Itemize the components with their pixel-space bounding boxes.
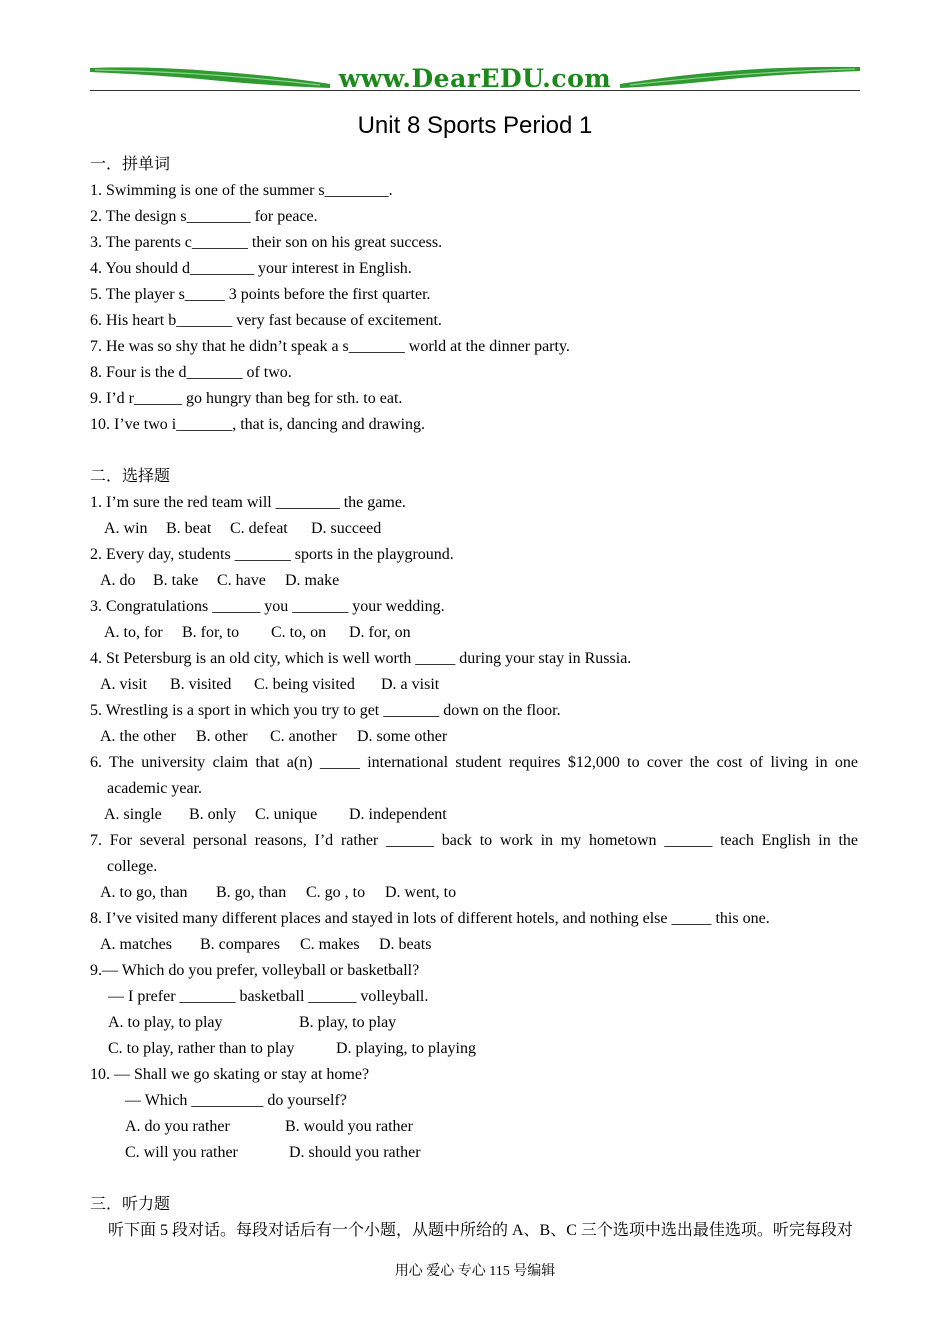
q10-option-b: B. would you rather <box>285 1118 413 1135</box>
spelling-item-1: 1. Swimming is one of the summer s________. <box>90 182 393 199</box>
spelling-item-7: 7. He was so shy that he didn’t speak a s_______ world at the dinner party. <box>90 338 570 355</box>
header-rule <box>90 90 860 91</box>
q10-option-c: C. will you rather <box>125 1144 238 1161</box>
q9-option-c: C. to play, rather than to play <box>108 1040 295 1057</box>
question-3-stem: 3. Congratulations ______ you _______ your wedding. <box>90 598 445 615</box>
q10-option-d: D. should you rather <box>289 1144 421 1161</box>
q7-option-b: B. go, than <box>216 884 287 901</box>
q2-option-b: B. take <box>153 572 199 589</box>
q2-option-a: A. do <box>100 572 136 589</box>
q4-option-b: B. visited <box>170 676 232 693</box>
page-title: Unit 8 Sports Period 1 <box>357 112 593 139</box>
spelling-item-5: 5. The player s_____ 3 points before the first quarter. <box>90 286 431 303</box>
question-6-stem-line1: 6. The university claim that a(n) _____ international student requires $12,000 to cover the cost of living in one <box>90 754 858 771</box>
question-9-stem: 9.— Which do you prefer, volleyball or basketball? <box>90 962 420 979</box>
q3-option-c: C. to, on <box>271 624 327 641</box>
q9-option-a: A. to play, to play <box>108 1014 223 1031</box>
q6-option-d: D. independent <box>349 806 447 823</box>
question-4-stem: 4. St Petersburg is an old city, which is well worth _____ during your stay in Russia. <box>90 650 632 667</box>
spelling-item-8: 8. Four is the d_______ of two. <box>90 364 292 381</box>
q3-option-a: A. to, for <box>104 624 163 641</box>
q8-option-c: C. makes <box>300 936 360 953</box>
q3-option-d: D. for, on <box>349 624 411 641</box>
site-logo: www.DearEDU.com <box>338 64 612 93</box>
q4-option-d: D. a visit <box>381 676 440 693</box>
spelling-item-3: 3. The parents c_______ their son on his great success. <box>90 234 443 251</box>
q5-option-a: A. the other <box>100 728 176 745</box>
question-6-stem-line2: academic year. <box>107 780 203 797</box>
q6-option-a: A. single <box>104 806 162 823</box>
spelling-item-10: 10. I’ve two i_______, that is, dancing and drawing. <box>90 416 426 433</box>
question-7-stem-line2: college. <box>107 858 158 875</box>
question-8-stem: 8. I’ve visited many different places and stayed in lots of different hotels, and nothing else _____ this one. <box>90 910 770 927</box>
question-7-stem-line1: 7. For several personal reasons, I’d rather ______ back to work in my hometown ______ teach English in the <box>90 832 858 849</box>
q8-option-d: D. beats <box>379 936 432 953</box>
q1-option-b: B. beat <box>166 520 212 537</box>
question-1-stem: 1. I’m sure the red team will ________ the game. <box>90 494 406 511</box>
q5-option-b: B. other <box>196 728 248 745</box>
question-10-reply: — Which _________ do yourself? <box>125 1092 347 1109</box>
q8-option-a: A. matches <box>100 936 172 953</box>
q4-option-a: A. visit <box>100 676 148 693</box>
q7-option-d: D. went, to <box>385 884 457 901</box>
page-footer: 用心 爱心 专心 115 号编辑 <box>394 1264 556 1279</box>
spelling-item-6: 6. His heart b_______ very fast because of excitement. <box>90 312 442 329</box>
q6-option-b: B. only <box>189 806 237 823</box>
q5-option-d: D. some other <box>357 728 448 745</box>
section1-heading: 一．拼单词 <box>90 156 171 173</box>
q7-option-c: C. go , to <box>306 884 366 901</box>
question-9-reply: — I prefer _______ basketball ______ volleyball. <box>108 988 429 1005</box>
q1-option-d: D. succeed <box>311 520 382 537</box>
spelling-item-4: 4. You should d________ your interest in English. <box>90 260 412 277</box>
q2-option-d: D. make <box>285 572 340 589</box>
question-5-stem: 5. Wrestling is a sport in which you try to get _______ down on the floor. <box>90 702 561 719</box>
q9-option-d: D. playing, to playing <box>336 1040 476 1057</box>
section3-heading: 三．听力题 <box>90 1196 171 1213</box>
q2-option-c: C. have <box>217 572 266 589</box>
question-10-stem: 10. — Shall we go skating or stay at home? <box>90 1066 370 1083</box>
q1-option-a: A. win <box>104 520 148 537</box>
q3-option-b: B. for, to <box>182 624 240 641</box>
q7-option-a: A. to go, than <box>100 884 188 901</box>
spelling-item-9: 9. I’d r______ go hungry than beg for sth. to eat. <box>90 390 403 407</box>
q6-option-c: C. unique <box>255 806 318 823</box>
spelling-item-2: 2. The design s________ for peace. <box>90 208 318 225</box>
section3-intro: 听下面 5 段对话。每段对话后有一个小题，从题中所给的 A、B、C 三个选项中选出最佳选项。听完每段对 <box>108 1222 853 1239</box>
q8-option-b: B. compares <box>200 936 280 953</box>
question-2-stem: 2. Every day, students _______ sports in the playground. <box>90 546 454 563</box>
q1-option-c: C. defeat <box>230 520 288 537</box>
q5-option-c: C. another <box>270 728 337 745</box>
q10-option-a: A. do you rather <box>125 1118 230 1135</box>
q4-option-c: C. being visited <box>254 676 355 693</box>
q9-option-b: B. play, to play <box>299 1014 397 1031</box>
section2-heading: 二．选择题 <box>90 468 171 485</box>
